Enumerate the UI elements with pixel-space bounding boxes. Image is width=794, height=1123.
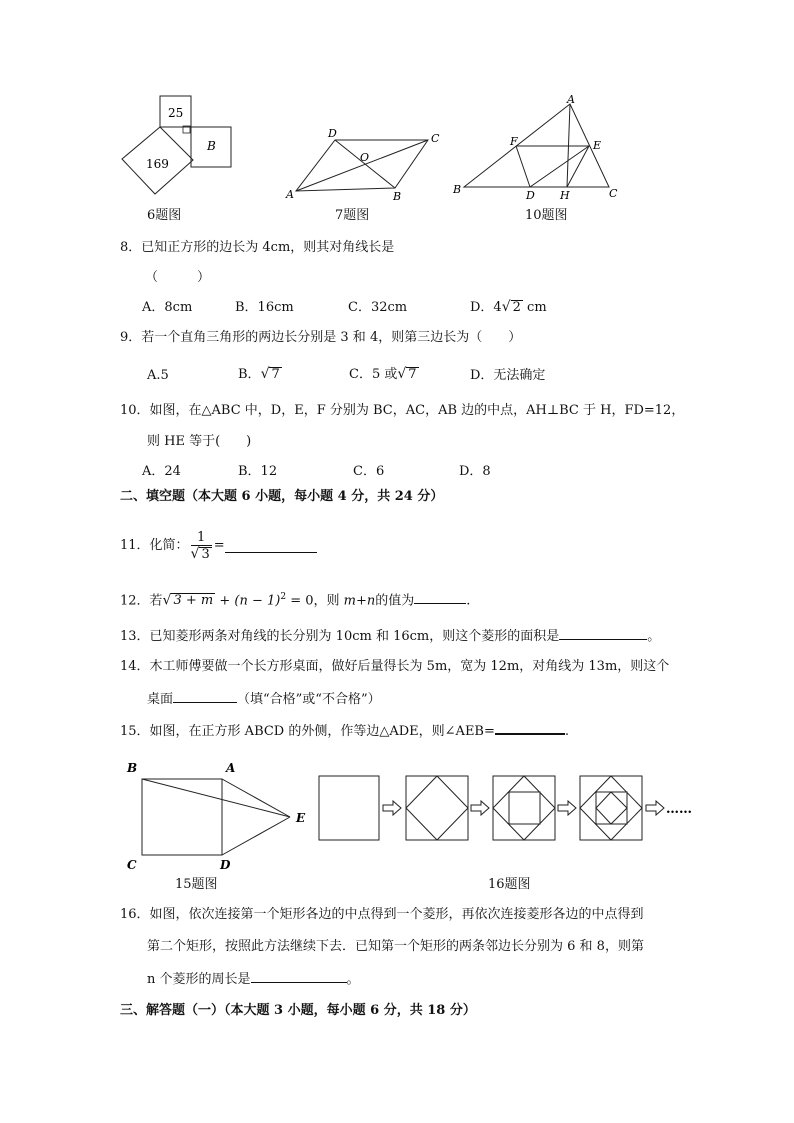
q15 xyxy=(120,721,569,740)
q12 xyxy=(120,589,470,609)
sqrt-sign-icon: √ xyxy=(190,545,200,562)
section-2-title: 二、填空题（本大题 6 小题，每小题 4 分，共 24 分） xyxy=(120,489,444,504)
q13-text: 13．已知菱形两条对角线的长分别为 10cm 和 16cm，则这个菱形的面积是 xyxy=(120,629,560,644)
label-f: F xyxy=(510,135,518,148)
label-d: D xyxy=(526,189,535,202)
frame-4-rectangle xyxy=(580,776,642,840)
q8-option-c: C．32cm xyxy=(348,300,408,315)
q11-numerator: 1 xyxy=(191,530,212,546)
sqrt-sign-icon: √ xyxy=(501,299,511,315)
q10-line1: 10．如图，在△ABC 中，D，E，F 分别为 BC，AC，AB 边的中点，AH⊥BC 于 H，FD=12， xyxy=(120,403,685,418)
segment-be xyxy=(142,779,290,817)
q16-end: 。 xyxy=(346,972,360,987)
q9-option-c-radicand: 7 xyxy=(408,367,417,382)
q12-end: . xyxy=(466,593,471,609)
label-d: D xyxy=(328,127,337,140)
q9-option-c xyxy=(349,366,419,383)
segment-de xyxy=(222,817,290,855)
q12-suffix: 的值为 xyxy=(375,593,415,609)
q10-option-a: A．24 xyxy=(142,464,181,479)
label-e: E xyxy=(296,811,306,825)
q11 xyxy=(120,524,317,568)
q12-middle: + (n − 1) xyxy=(219,593,281,609)
q9-option-b xyxy=(238,366,282,383)
segment-fd xyxy=(516,146,530,187)
q8-paren: （ ） xyxy=(145,270,211,285)
q10-line2: 则 HE 等于( ) xyxy=(147,434,252,449)
segment-he xyxy=(567,146,589,187)
label-a: A xyxy=(567,93,575,106)
q11-answer-blank[interactable] xyxy=(225,540,317,553)
label-a: A xyxy=(226,761,236,775)
segment-de-visible xyxy=(530,146,589,187)
section-3-title: 三、解答题（一）（本大题 3 小题，每小题 6 分，共 18 分） xyxy=(120,1003,476,1018)
arrow-right-icon xyxy=(558,801,576,815)
q8-option-d-prefix: D．4 xyxy=(470,300,502,315)
frame-1-rectangle xyxy=(319,776,379,840)
q16-line1: 16．如图，依次连接第一个矩形各边的中点得到一个菱形，再依次连接菱形各边的中点得到 xyxy=(120,907,644,922)
continuation-dots: …… xyxy=(666,802,692,817)
q12-expr: m+n xyxy=(343,593,376,609)
label-169: 169 xyxy=(146,157,169,171)
label-25: 25 xyxy=(168,106,184,120)
segment-ae xyxy=(222,779,290,817)
q8-option-b: B．16cm xyxy=(235,300,294,315)
q9-option-b-radicand: 7 xyxy=(271,367,280,382)
q16-line2: 第二个矩形，按照此方法继续下去．已知第一个矩形的两条邻边长分别为 6 和 8，则第 xyxy=(147,939,644,954)
fig7-caption: 7题图 xyxy=(335,208,370,223)
sqrt-sign-icon: √ xyxy=(260,366,270,382)
q14-line1: 14．木工师傅要做一个长方形桌面，做好后量得长为 5m，宽为 12m，对角线为 13m，则这个 xyxy=(120,659,670,674)
fig16-caption: 16题图 xyxy=(488,877,531,892)
figure-6 xyxy=(115,92,240,204)
sqrt-sign-icon: √ xyxy=(397,366,407,382)
figure-10 xyxy=(450,93,625,203)
q12-rest: = 0，则 xyxy=(286,593,340,609)
q8-option-a: A．8cm xyxy=(142,300,193,315)
q15-answer-blank[interactable] xyxy=(495,721,565,735)
q16-answer-blank[interactable] xyxy=(251,970,347,983)
figure-15 xyxy=(120,757,320,872)
q13 xyxy=(120,627,660,645)
label-b: B xyxy=(127,761,138,775)
q11-radicand: 3 xyxy=(201,546,210,562)
q11-equals: = xyxy=(213,538,225,553)
q15-end: . xyxy=(564,724,570,739)
label-c: C xyxy=(127,858,137,872)
label-e: E xyxy=(593,139,602,152)
frame-2-rhombus xyxy=(406,776,468,840)
q8-option-d-radicand: 2 xyxy=(512,300,521,315)
diagonal-bd xyxy=(335,140,395,188)
sqrt-sign-icon: √ xyxy=(162,592,172,609)
q14-line2 xyxy=(147,690,381,708)
label-b: B xyxy=(207,139,216,153)
frame-4-rhombus xyxy=(580,776,642,840)
figure-16 xyxy=(315,770,705,850)
label-b: B xyxy=(393,190,402,203)
frame-4-inner-rhombus xyxy=(596,792,627,824)
q9-option-b-prefix: B． xyxy=(238,367,261,382)
label-b: B xyxy=(453,183,462,196)
q15-text: 15．如图，在正方形 ABCD 的外侧，作等边△ADE，则∠AEB= xyxy=(120,724,495,739)
frame-3-inner-rectangle xyxy=(509,792,540,824)
q9-stem: 9．若一个直角三角形的两边长分别是 3 和 4，则第三边长为（ ） xyxy=(120,330,522,345)
square-abcd xyxy=(142,779,222,855)
q9-option-c-prefix: C．5 或 xyxy=(349,367,398,382)
frame-4-inner-rectangle xyxy=(596,792,627,824)
q14-line2-a: 桌面 xyxy=(147,692,174,707)
q11-prefix: 11．化简： xyxy=(120,538,189,553)
q16-line3-text: n 个菱形的周长是 xyxy=(147,972,251,987)
fig6-caption: 6题图 xyxy=(147,208,182,223)
arrow-right-icon xyxy=(471,801,489,815)
label-h: H xyxy=(560,189,570,202)
fig10-caption: 10题图 xyxy=(525,208,568,223)
q14-answer-blank[interactable] xyxy=(173,690,237,703)
q13-answer-blank[interactable] xyxy=(559,627,647,640)
frame-3-rectangle xyxy=(493,776,555,840)
q10-option-d: D．8 xyxy=(459,464,491,479)
label-a: A xyxy=(286,188,294,201)
figure-7 xyxy=(282,125,447,205)
label-d: D xyxy=(220,858,231,872)
arrow-right-icon xyxy=(383,801,401,815)
label-c: C xyxy=(431,132,440,145)
q13-end: 。 xyxy=(647,629,661,644)
q12-exponent: 2 xyxy=(280,592,287,602)
q10-option-c: C．6 xyxy=(353,464,385,479)
q10-option-b: B．12 xyxy=(238,464,278,479)
label-c: C xyxy=(609,187,618,200)
frame-3-rhombus xyxy=(493,776,555,840)
q12-prefix: 12．若 xyxy=(120,593,163,609)
q12-radicand: 3 + m xyxy=(173,593,214,609)
arrow-right-icon xyxy=(646,801,664,815)
label-o: O xyxy=(360,151,370,164)
q8-option-d xyxy=(470,299,547,316)
q14-line2-b: （填“合格”或“不合格”） xyxy=(237,692,381,707)
fig15-caption: 15题图 xyxy=(175,877,218,892)
q9-option-a: A.5 xyxy=(147,368,169,383)
q9-option-d: D．无法确定 xyxy=(470,368,546,383)
q16-line3 xyxy=(147,970,360,988)
q11-fraction xyxy=(191,530,212,563)
frame-2-rectangle xyxy=(406,776,468,840)
q12-answer-blank[interactable] xyxy=(414,591,466,604)
q8-option-d-unit: cm xyxy=(527,300,547,315)
q8-stem: 8．已知正方形的边长为 4cm，则其对角线长是 xyxy=(120,240,395,255)
